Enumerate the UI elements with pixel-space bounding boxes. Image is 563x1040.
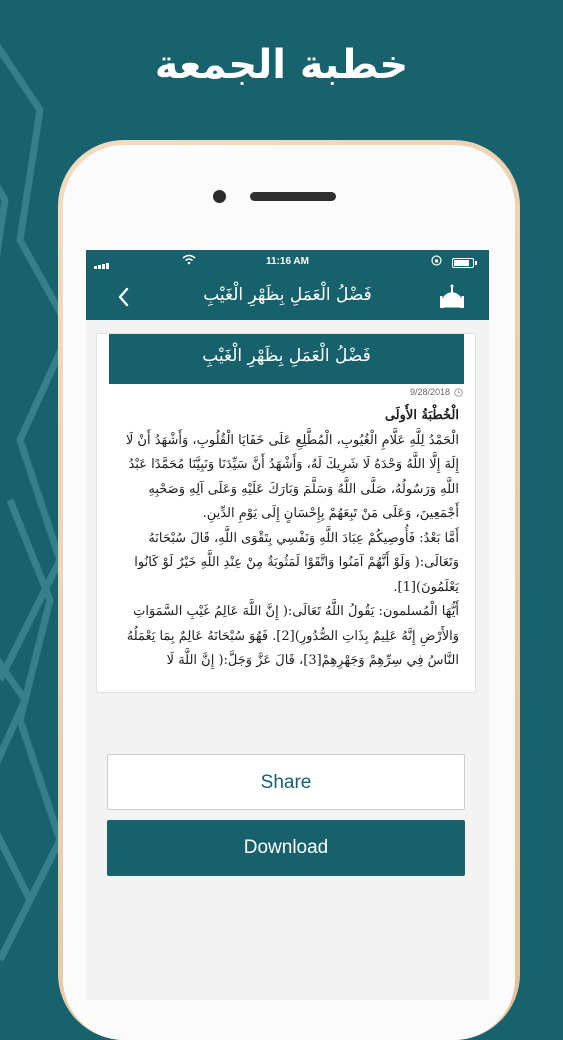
- article-date: 9/28/2018: [409, 387, 450, 397]
- battery-icon: [452, 258, 474, 268]
- nav-bar: [86, 275, 489, 320]
- article-meta: [410, 387, 463, 397]
- mosque-logo-icon: [438, 284, 466, 310]
- orientation-lock-icon: [431, 255, 442, 266]
- nav-title: فَضْلُ الْعَمَلِ بِظَهْرِ الْغَيْبِ: [203, 285, 372, 305]
- phone-screen: [86, 250, 489, 1000]
- article-card: [96, 333, 476, 693]
- speaker-grille: [250, 192, 336, 201]
- article-body[interactable]: [113, 404, 459, 682]
- chevron-left-icon[interactable]: [112, 285, 136, 309]
- battery-level: [454, 260, 469, 266]
- article-title: فَضْلُ الْعَمَلِ بِظَهْرِ الْغَيْبِ: [202, 346, 371, 366]
- promo-title: خطبة الجمعة: [154, 42, 409, 88]
- clock-icon: [454, 388, 463, 397]
- article-paragraph: الْحَمْدُ لِلَّهِ عَلَّامِ الْغُيُوبِ، الْمُطَّلِعِ عَلَى خَفَايَا الْقُلُوبِ، وَأَشْهَدُ أَنْ لَا إِلَهَ إِلَّا اللَّهُ وَحْدَهُ لَا شَرِيكَ لَهُ، وَأَشْهَدُ أَنَّ سَيِّدَنَا وَنَبِيَّنَا مُحَمَّدًا عَبْدُ اللَّهِ وَرَسُولُهُ، صَلَّى اللَّهُ وَسَلَّمَ وَبَارَكَ عَلَيْهِ وَعَلَى آلِهِ وَصَحْبِهِ أَجْمَعِينَ، وَعَلَى مَنْ تَبِعَهُمْ بِإِحْسَانٍ إِلَى يَوْمِ الدِّينِ.: [125, 432, 459, 521]
- share-button[interactable]: Share: [107, 754, 465, 810]
- article-paragraph: الْخُطْبَةُ الأُولَى: [384, 408, 459, 423]
- download-button[interactable]: Download: [107, 820, 465, 876]
- article-paragraph: أَيُّهَا الْمُسلمون: يَقُولُ اللَّهُ تَعَالَى:( إِنَّ اللَّهَ عَالِمُ غَيْبِ السَّمَوَاتِ وَالأَرْضِ إِنَّهُ عَلِيمٌ بِذَاتِ الصُّدُورِ)[2]. فَهُوَ سُبْحَانَهُ عَالِمٌ بِمَا يَعْمَلُهُ النَّاسُ فِي سِرِّهِمْ وَجَهْرِهِمْ[3]، قَالَ عَزَّ وَجَلَّ:( إِنَّ اللَّهَ لَا: [126, 604, 459, 668]
- article-header: [109, 334, 464, 384]
- article-paragraph: أَمَّا بَعْدُ: فَأُوصِيكُمْ عِبَادَ اللَّهِ وَنَفْسِي بِتَقْوَى اللَّهِ، قَالَ سُبْحَانَهُ وَتَعَالَى:( وَلَوْ أَنَّهُمْ آمَنُوا وَاتَّقَوْا لَمَثُوبَةٌ مِنْ عِنْدِ اللَّهِ خَيْرٌ لَوْ كَانُوا يَعْلَمُونَ)[1].: [134, 530, 459, 595]
- camera-icon: [213, 190, 226, 203]
- content-area: [86, 320, 489, 1000]
- status-bar: [86, 250, 489, 275]
- status-time: 11:16 AM: [266, 256, 309, 267]
